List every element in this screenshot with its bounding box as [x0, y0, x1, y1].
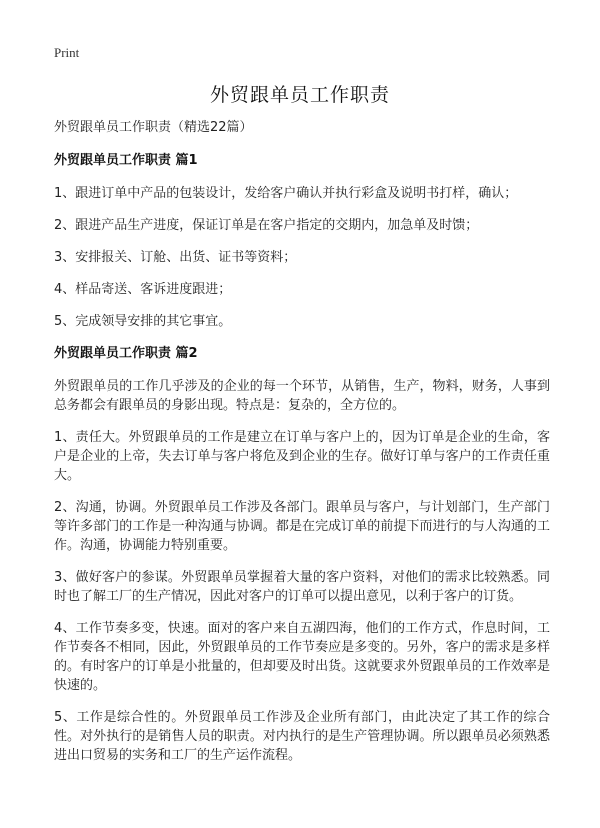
- print-label: Print: [54, 45, 80, 60]
- section-heading: 外贸跟单员工作职责 篇2: [54, 346, 198, 361]
- paragraph: 4、工作节奏多变，快速。面对的客户来自五湖四海，他们的工作方式，作息时间，工作节奏各不相同，因此，外贸跟单员的工作节奏应是多变的。另外，客户的需求是多样的。有时客户的订单是小批量的，但却要及时出货。这就要求外贸跟单员的工作效率是快速的。: [54, 621, 550, 693]
- document-body: [54, 118, 550, 778]
- section-heading: 外贸跟单员工作职责 篇1: [54, 153, 198, 168]
- paragraph: 5、完成领导安排的其它事宜。: [54, 314, 232, 329]
- paragraph: 4、样品寄送、客诉进度跟进；: [54, 282, 232, 297]
- paragraph: 1、跟进订单中产品的包装设计，发给客户确认并执行彩盒及说明书打样，确认；: [54, 186, 518, 201]
- paragraph: 外贸跟单员的工作几乎涉及的企业的每一个环节，从销售，生产，物料，财务，人事到总务都会有跟单员的身影出现。特点是：复杂的，全方位的。: [54, 379, 550, 413]
- document-title: 外贸跟单员工作职责: [209, 84, 390, 106]
- section-1: [54, 151, 550, 331]
- section-2: [54, 344, 550, 765]
- document-subtitle: 外贸跟单员工作职责（精选22篇）: [54, 120, 253, 135]
- paragraph: 3、安排报关、订舱、出货、证书等资料；: [54, 250, 297, 265]
- paragraph: 5、工作是综合性的。外贸跟单员工作涉及企业所有部门，由此决定了其工作的综合性。对外执行的是销售人员的职责。对内执行的是生产管理协调。所以跟单员必须熟悉进出口贸易的实务和工厂的生产运作流程。: [54, 710, 550, 763]
- paragraph: 3、做好客户的参谋。外贸跟单员掌握着大量的客户资料，对他们的需求比较熟悉。同时也了解工厂的生产情况，因此对客户的订单可以提出意见，以利于客户的订货。: [54, 570, 550, 604]
- paragraph: 2、跟进产品生产进度，保证订单是在客户指定的交期内，加急单及时馈；: [54, 218, 479, 233]
- paragraph: 2、沟通，协调。外贸跟单员工作涉及各部门。跟单员与客户，与计划部门，生产部门等许多部门的工作是一种沟通与协调。都是在完成订单的前提下而进行的与人沟通的工作。沟通，协调能力特别重要。: [54, 500, 550, 553]
- paragraph: 1、责任大。外贸跟单员的工作是建立在订单与客户上的，因为订单是企业的生命，客户是企业的上帝，失去订单与客户将危及到企业的生存。做好订单与客户的工作责任重大。: [54, 430, 550, 483]
